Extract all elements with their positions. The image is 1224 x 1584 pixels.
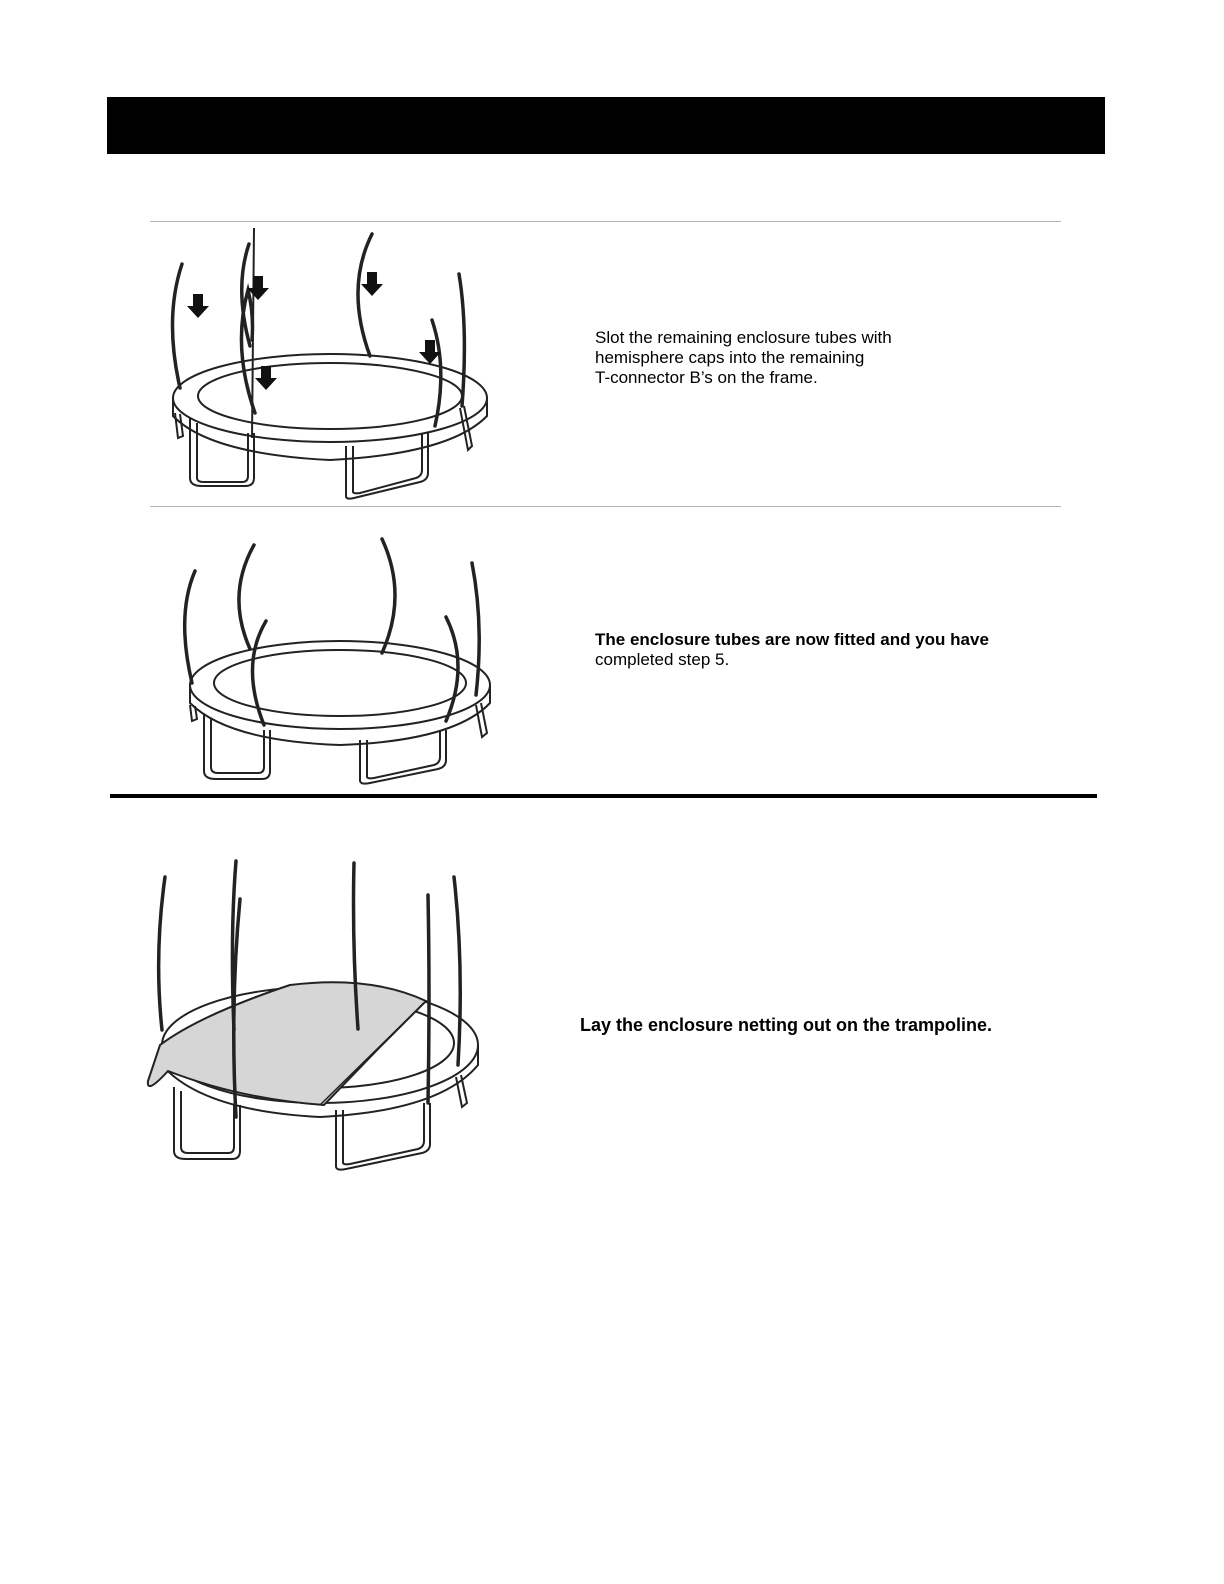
trampoline-tubes-arrows-icon — [150, 228, 500, 503]
divider-top — [150, 221, 1061, 222]
divider-section — [110, 794, 1097, 798]
divider-middle — [150, 506, 1061, 507]
step-1-line-1: Slot the remaining enclosure tubes with — [595, 328, 892, 347]
step-2-instruction — [595, 630, 989, 670]
step-1-line-2: hemisphere caps into the remaining — [595, 348, 865, 367]
trampoline-tubes-fitted-icon — [170, 535, 500, 790]
step-3-instruction — [580, 1015, 992, 1035]
trampoline-netting-icon — [140, 855, 490, 1180]
step-2-line-1: The enclosure tubes are now fitted and you have — [595, 630, 989, 649]
step-3-line-1: Lay the enclosure netting out on the trampoline. — [580, 1015, 993, 1035]
step-1-instruction — [595, 328, 892, 388]
step-1-line-3: T-connector B’s on the frame. — [595, 368, 818, 387]
section-header-bar — [107, 97, 1105, 154]
step-2-line-2: completed step 5. — [595, 650, 730, 669]
